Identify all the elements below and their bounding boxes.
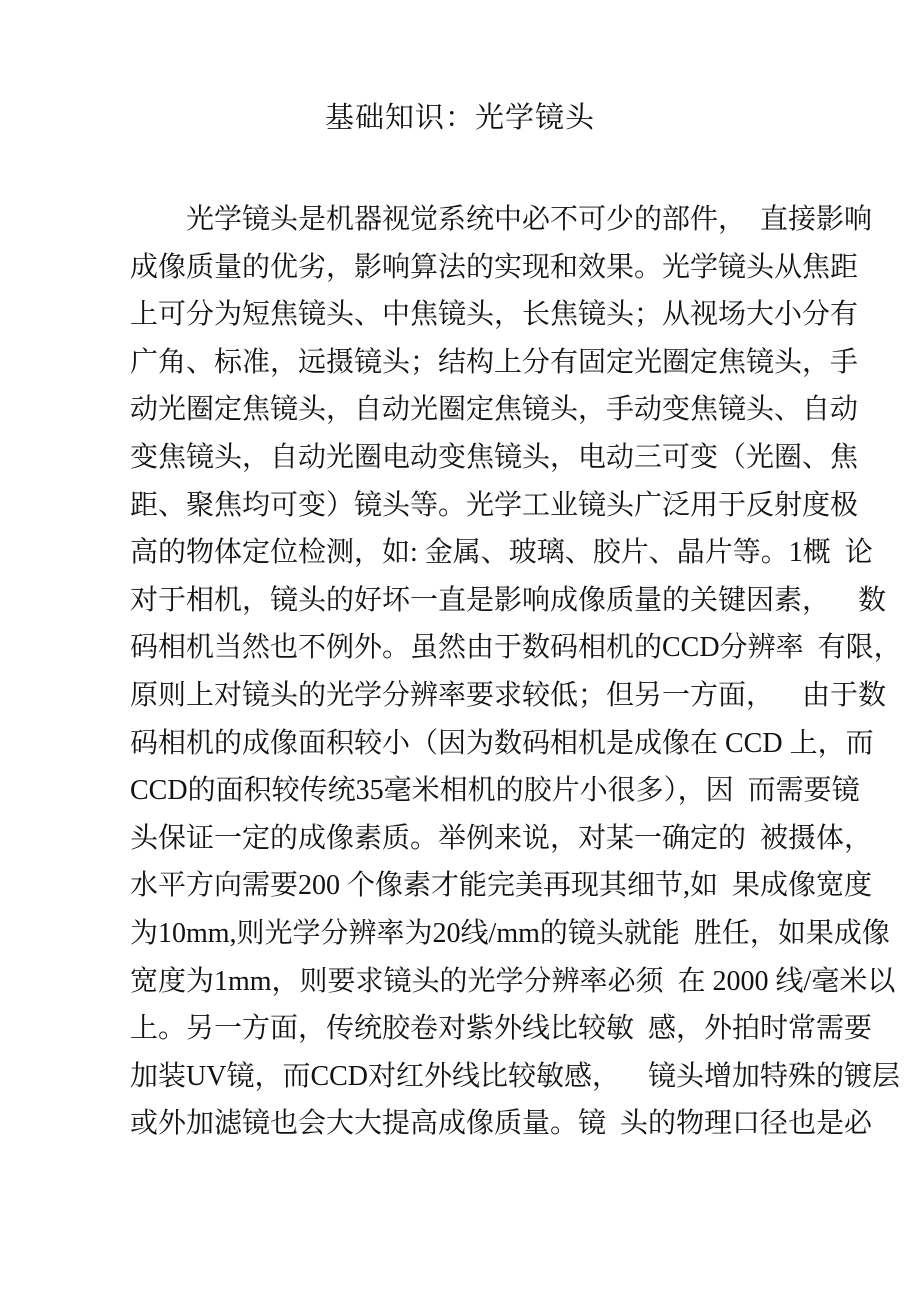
text-line: 广角、标准，远摄镜头；结构上分有固定光圈定焦镜头，手 [130, 346, 859, 378]
text-line: 距、聚焦均可变）镜头等。光学工业镜头广泛用于反射度极 [130, 489, 859, 521]
text-line: 头保证一定的成像素质。举例来说，对某一确定的 被摄体， [130, 822, 873, 854]
text-line: 或外加滤镜也会大大提高成像质量。镜 头的物理口径也是必 [130, 1108, 873, 1140]
text-line: 加装UV镜，而CCD对红外线比较敏感， 镜头增加特殊的镀层 [130, 1060, 901, 1092]
text-line: 水平方向需要200 个像素才能完美再现其细节,如 果成像宽度 [130, 870, 873, 902]
text-line: 上可分为短焦镜头、中焦镜头，长焦镜头；从视场大小分有 [130, 299, 859, 331]
text-line: 光学镜头是机器视觉系统中必不可少的部件， 直接影响 [130, 204, 873, 235]
text-line: 变焦镜头，自动光圈电动变焦镜头，电动三可变（光圈、焦 [130, 441, 859, 473]
text-line: 为10mm,则光学分辨率为20线/mm的镜头就能 胜任，如果成像 [130, 917, 890, 949]
text-line: 成像质量的优劣，影响算法的实现和效果。光学镜头从焦距 [130, 251, 859, 283]
text-line: 上。另一方面，传统胶卷对紫外线比较敏 感，外拍时常需要 [130, 1013, 873, 1045]
text-line: 码相机的成像面积较小（因为数码相机是成像在 CCD 上，而 [130, 727, 874, 759]
document-title: 基础知识：光学镜头 [324, 102, 595, 134]
text-line: 动光圈定焦镜头，自动光圈定焦镜头，手动变焦镜头、自动 [130, 394, 859, 426]
text-line: 码相机当然也不例外。虽然由于数码相机的CCD分辨率 有限， [130, 632, 902, 664]
text-line: 原则上对镜头的光学分辨率要求较低；但另一方面， 由于数 [130, 679, 887, 711]
body-paragraph [130, 196, 902, 1148]
text-line: 宽度为1mm，则要求镜头的光学分辨率必须 在 2000 线/毫米以 [130, 965, 896, 997]
text-line: 高的物体定位检测，如: 金属、玻璃、胶片、晶片等。1概 论 [130, 537, 873, 569]
text-line: CCD的面积较传统35毫米相机的胶片小很多），因 而需要镜 [130, 775, 860, 807]
text-line: 对于相机，镜头的好坏一直是影响成像质量的关键因素， 数 [130, 584, 887, 616]
